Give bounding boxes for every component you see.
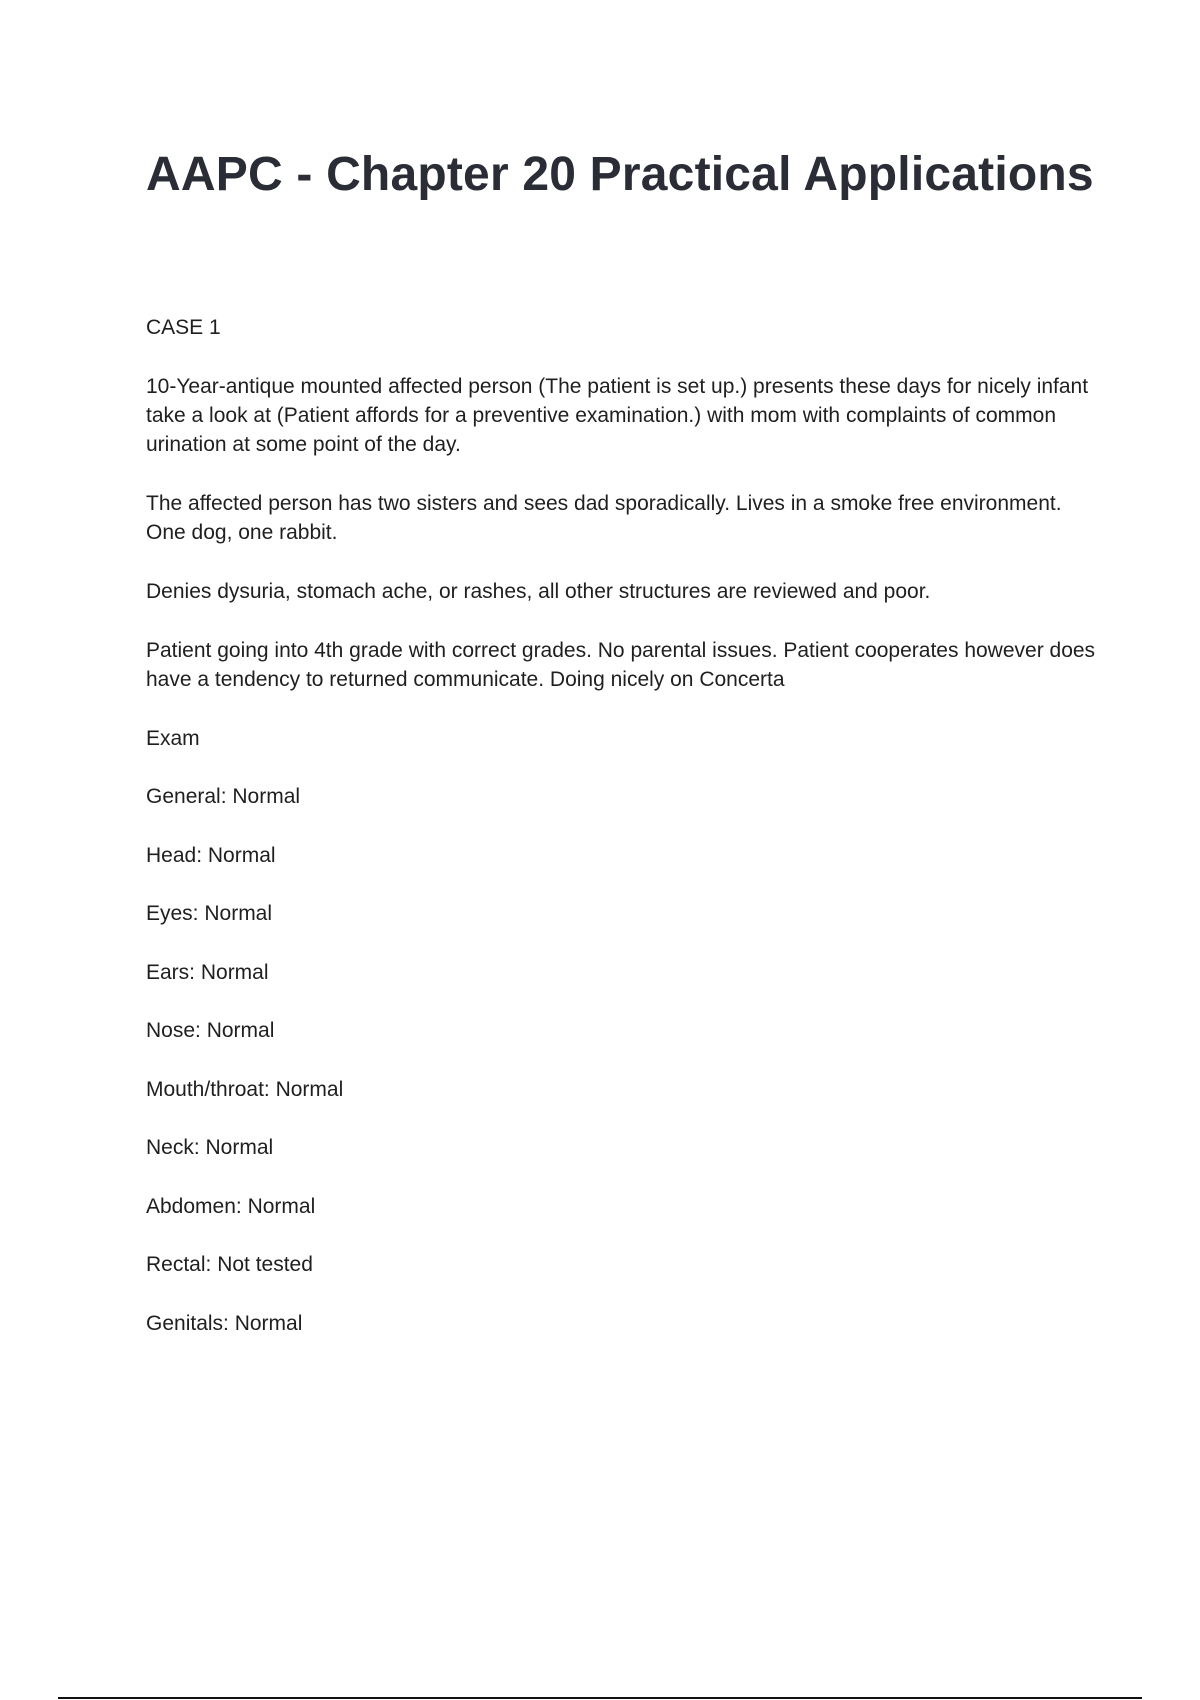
exam-item: Genitals: Normal (146, 1311, 303, 1335)
exam-item: Nose: Normal (146, 1019, 275, 1042)
footer-divider (58, 1697, 1142, 1699)
exam-item: Head: Normal (146, 843, 276, 867)
document-page (146, 140, 1096, 1367)
exam-item: Eyes: Normal (146, 902, 273, 925)
exam-item: Rectal: Not tested (146, 1253, 313, 1276)
exam-list (146, 782, 1096, 1338)
case-paragraph: Patient going into 4th grade with correct grades. No parental issues. Patient cooperates however does have a tendency to returned communicate. Doing nicely on Concerta (146, 639, 1096, 691)
exam-item: General: Normal (146, 785, 301, 808)
exam-item: Ears: Normal (146, 960, 269, 984)
exam-item: Abdomen: Normal (146, 1194, 316, 1218)
case-paragraph: The affected person has two sisters and sees dad sporadically. Lives in a smoke free environment. One dog, one rabbit. (146, 492, 1062, 544)
case-paragraph: Denies dysuria, stomach ache, or rashes, all other structures are reviewed and poor. (146, 580, 931, 603)
exam-item: Mouth/throat: Normal (146, 1077, 344, 1101)
exam-heading: Exam (146, 727, 200, 750)
exam-item: Neck: Normal (146, 1136, 274, 1159)
page-title: AAPC - Chapter 20 Practical Applications (146, 148, 1094, 201)
case-heading: CASE 1 (146, 316, 221, 339)
case-paragraph: 10-Year-antique mounted affected person (The patient is set up.) presents these days for nicely infant take a look at (Patient affords for a preventive examination.) with mom with complaints of common urination at some point of the day. (146, 375, 1089, 456)
document-body (146, 313, 1096, 1338)
